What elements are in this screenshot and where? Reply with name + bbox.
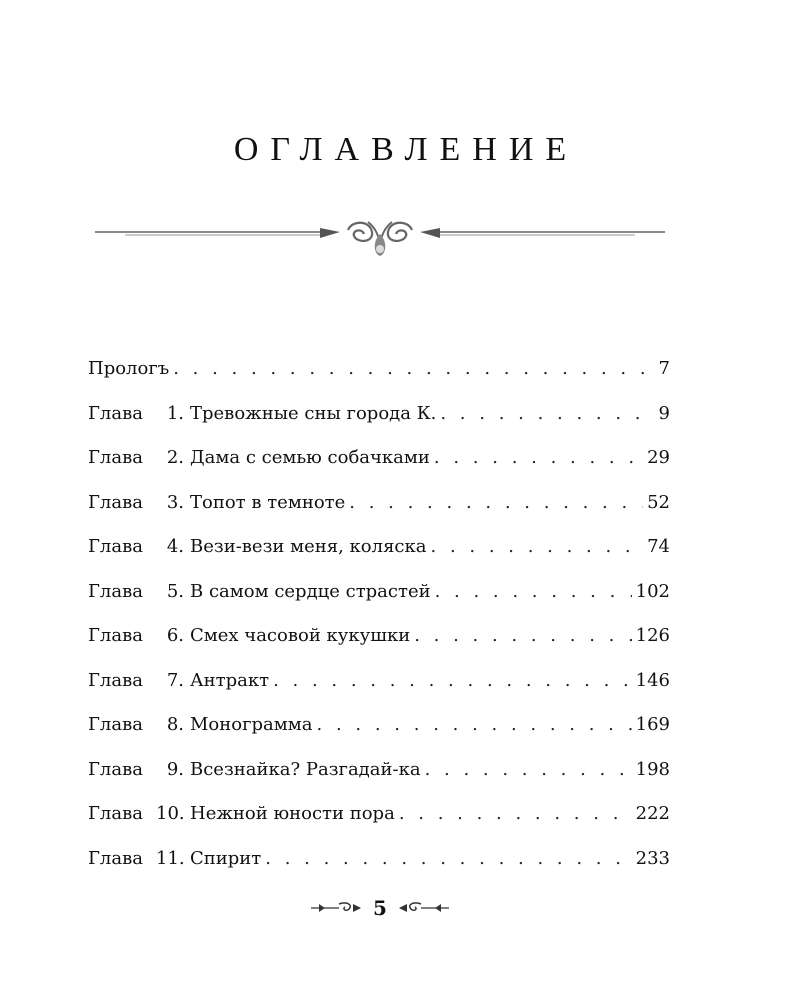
toc-entry-title: Монограмма [190,714,313,735]
dot-leader [349,492,643,513]
toc-chapter-label: Глава [88,580,143,602]
toc-entry-chapter-6 [88,625,670,670]
toc-entry-chapter-11 [88,848,670,893]
toc-chapter-label: Глава [88,625,143,646]
toc-entry-title: Топот в темноте [190,491,346,513]
dot-leader [434,447,643,468]
toc-page-number: 29 [647,447,670,468]
toc-entry-chapter-9 [88,759,670,804]
table-of-contents [88,358,670,892]
toc-page-number: 102 [635,580,670,602]
toc-chapter-label: Глава [88,714,143,735]
toc-chapter-number: 4. [166,536,184,557]
toc-entry-chapter-5 [88,581,670,626]
toc-chapter-label: Глава [88,847,143,869]
toc-chapter-label: Глава [88,447,143,468]
toc-page-number: 126 [635,625,670,646]
toc-chapter-number: 8. [166,714,184,735]
toc-entry-chapter-8 [88,714,670,759]
toc-entry-title: В самом сердце страстей [190,580,431,602]
dot-leader [265,848,631,869]
dot-leader [173,358,654,379]
toc-page-number: 222 [635,803,670,824]
toc-chapter-number: 5. [166,580,184,602]
toc-entry-title: Нежной юности пора [190,803,395,824]
toc-entry-title: Смех часовой кукушки [190,625,411,646]
toc-entry-title: Спирит [190,847,262,869]
toc-entry-chapter-3 [88,492,670,537]
toc-entry-chapter-7 [88,670,670,715]
toc-entry-title: Тревожные сны города К. [190,402,437,424]
toc-entry-title: Антракт [190,669,270,691]
toc-page-number: 9 [658,402,670,424]
page-title: ОГЛАВЛЕНИЕ [233,131,579,168]
toc-entry-chapter-2 [88,447,670,492]
page-number: 5 [373,896,387,920]
toc-chapter-number: 6. [166,625,184,646]
toc-chapter-label: Глава [88,491,143,513]
toc-page-number: 7 [658,358,670,379]
dot-leader [425,759,632,780]
dot-leader [431,536,644,557]
toc-chapter-number: 11. [156,847,185,869]
dot-leader [414,625,631,646]
left-fleuron-icon [309,901,363,915]
toc-chapter-number: 3. [166,491,184,513]
page-footer [0,896,760,920]
toc-chapter-number: 10. [156,803,185,824]
toc-entry-chapter-4 [88,536,670,581]
toc-entry-title: Дама с семью собачками [190,447,430,468]
dot-leader [435,581,632,602]
toc-chapter-number: 9. [166,758,184,780]
right-fleuron-icon [397,901,451,915]
decorative-divider-icon [90,208,670,264]
toc-entry-title: Вези-вези меня, коляска [190,536,427,557]
toc-page-number: 74 [647,536,670,557]
toc-page-number: 146 [635,669,670,691]
toc-page-number: 233 [635,847,670,869]
toc-entry-chapter-10 [88,803,670,848]
toc-chapter-number: 7. [166,669,184,691]
dot-leader [399,803,632,824]
dot-leader [273,670,632,691]
toc-chapter-label: Глава [88,536,143,557]
toc-entry-prologue [88,358,670,403]
toc-entry-title: Прологъ [88,358,170,379]
toc-chapter-label: Глава [88,758,143,780]
toc-chapter-label: Глава [88,803,143,824]
dot-leader [440,403,654,424]
dot-leader [317,714,632,735]
toc-page-number: 52 [647,491,670,513]
toc-page-number: 198 [635,758,670,780]
toc-chapter-number: 1. [166,402,184,424]
toc-entry-chapter-1 [88,403,670,448]
toc-chapter-label: Глава [88,402,143,424]
toc-chapter-label: Глава [88,669,143,691]
toc-entry-title: Всезнайка? Разгадай-ка [190,758,421,780]
toc-page-number: 169 [635,714,670,735]
toc-chapter-number: 2. [166,447,184,468]
